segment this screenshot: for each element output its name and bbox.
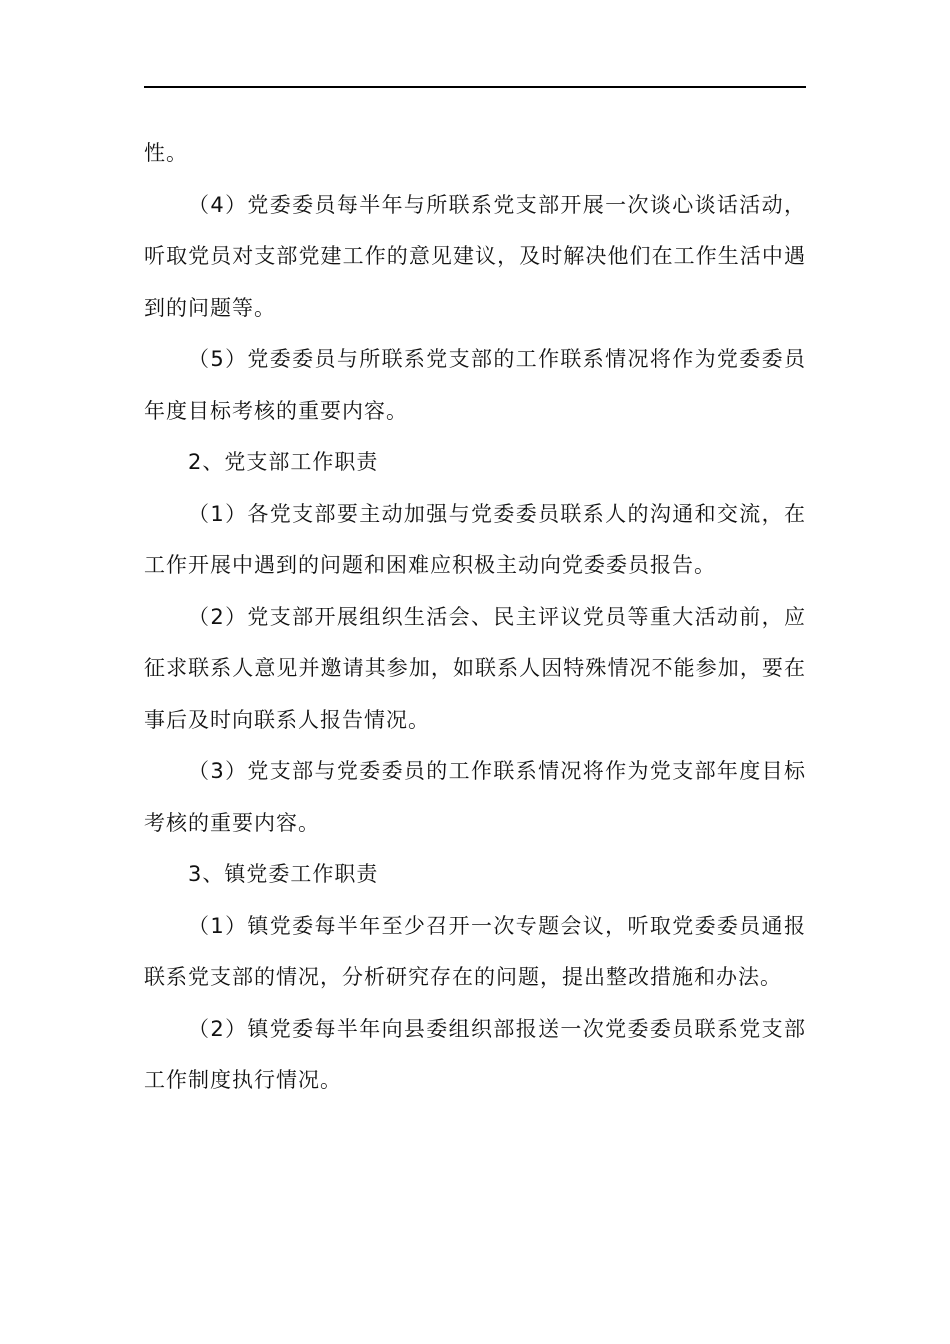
paragraph-town-item-1: （1）镇党委每半年至少召开一次专题会议，听取党委委员通报联系党支部的情况，分析研究存在的问题，提出整改措施和办法。	[144, 913, 806, 989]
paragraph-branch-item-3: （3）党支部与党委委员的工作联系情况将作为党支部年度目标考核的重要内容。	[144, 759, 806, 835]
paragraph-town-item-2: （2）镇党委每半年向县委组织部报送一次党委委员联系党支部工作制度执行情况。	[144, 1016, 806, 1092]
section-heading-town-committee-duties: 3、镇党委工作职责	[188, 862, 379, 886]
paragraph-item-4: （4）党委委员每半年与所联系党支部开展一次谈心谈话活动，听取党员对支部党建工作的意见建议，及时解决他们在工作生活中遇到的问题等。	[144, 192, 806, 320]
paragraph-item-5: （5）党委委员与所联系党支部的工作联系情况将作为党委委员年度目标考核的重要内容。	[144, 347, 806, 423]
paragraph-branch-item-2: （2）党支部开展组织生活会、民主评议党员等重大活动前，应征求联系人意见并邀请其参加，如联系人因特殊情况不能参加，要在事后及时向联系人报告情况。	[144, 604, 806, 732]
paragraph-continuation: 性。	[144, 141, 188, 165]
paragraph-branch-item-1: （1）各党支部要主动加强与党委委员联系人的沟通和交流，在工作开展中遇到的问题和困难应积极主动向党委委员报告。	[144, 501, 806, 577]
section-heading-branch-duties: 2、党支部工作职责	[188, 450, 379, 474]
header-rule	[144, 86, 806, 88]
document-body	[144, 128, 806, 1107]
